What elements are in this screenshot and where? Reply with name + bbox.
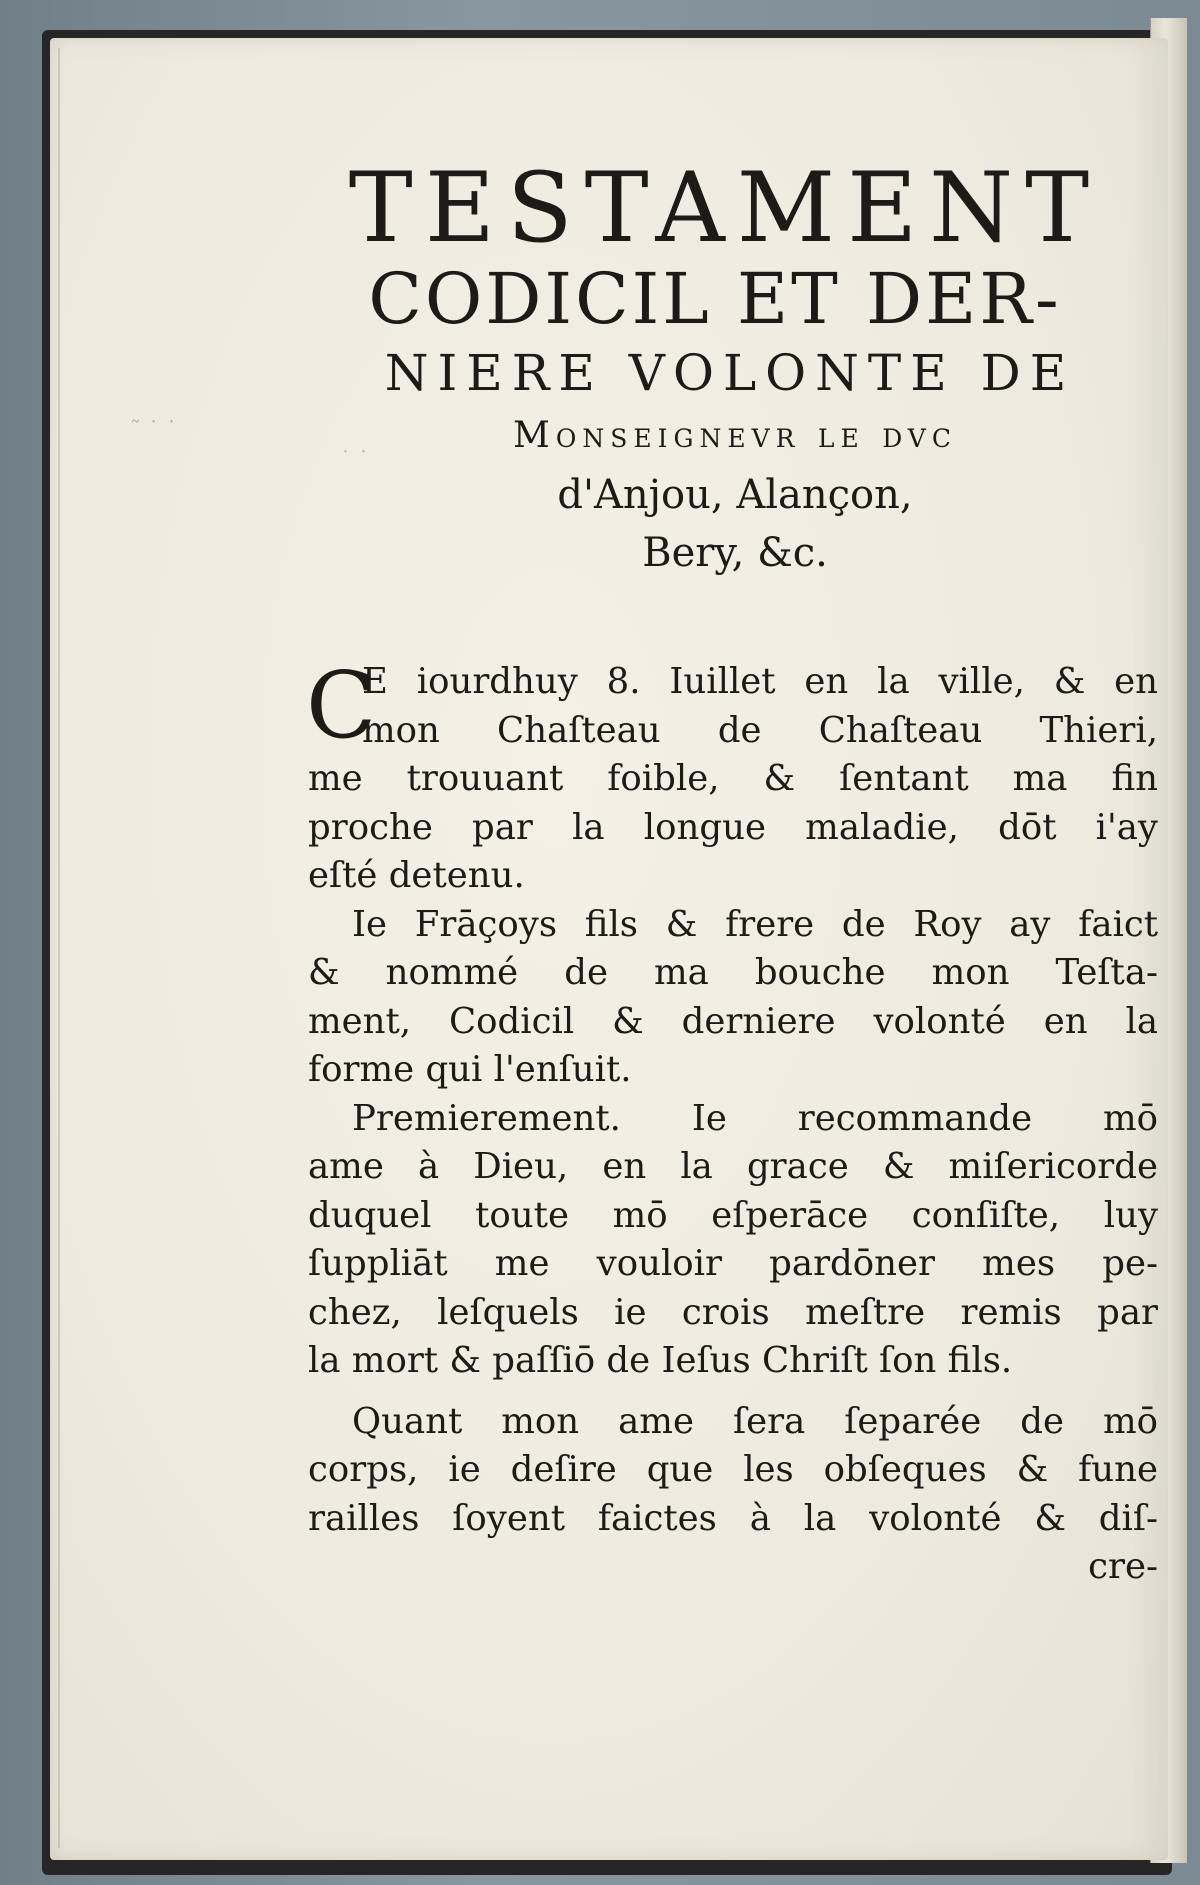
paragraph-2 bbox=[308, 901, 1158, 1095]
ink-smudge: ˜ ˙ ˙ bbox=[130, 418, 177, 443]
text-line: la mort & paſſiō de Ieſus Chriſt ſon fils. bbox=[308, 1340, 1013, 1381]
catchword: cre- bbox=[1088, 1546, 1158, 1587]
text-line: corps, ie deſire que les obſeques & fune bbox=[308, 1449, 1158, 1490]
title-line-4: Monseignevr le dvc bbox=[513, 415, 957, 456]
text-line: mon Chaſteau de Chaſteau Thieri, bbox=[362, 709, 1158, 751]
paragraph-1 bbox=[306, 652, 1158, 901]
text-line: proche par la longue maladie, dōt i'ay bbox=[308, 806, 1158, 848]
text-line: ame à Dieu, en la grace & miſericorde bbox=[308, 1146, 1158, 1187]
text-line: chez, leſquels ie crois meſtre remis par bbox=[308, 1291, 1158, 1333]
text-line: Quant mon ame ſera ſeparée de mō bbox=[352, 1400, 1158, 1442]
text-line: duquel toute mō eſperāce conſiſte, luy bbox=[308, 1194, 1158, 1236]
text-line: railles ſoyent faictes à la volonté & diſ- bbox=[308, 1497, 1158, 1539]
text-line: me trouuant foible, & ſentant ma fin bbox=[308, 758, 1158, 799]
title-block bbox=[280, 152, 1170, 582]
title-line-6: Bery, &c. bbox=[642, 530, 828, 576]
text-line: eſté detenu. bbox=[308, 855, 525, 896]
title-line-3: NIERE VOLONTE DE bbox=[384, 344, 1076, 402]
text-line: Ie Frāçoys fils & frere de Roy ay faict bbox=[352, 903, 1158, 945]
title-line-2: CODICIL ET DER- bbox=[368, 258, 1062, 340]
text-line: & nommé de ma bouche mon Teſta- bbox=[308, 952, 1158, 993]
title-line-1: TESTAMENT bbox=[348, 152, 1102, 264]
book-page bbox=[50, 38, 1168, 1860]
drop-cap: C bbox=[306, 652, 377, 759]
paragraph-4 bbox=[308, 1398, 1158, 1544]
text-line: ment, Codicil & derniere volonté en la bbox=[308, 1000, 1158, 1042]
title-line-5: d'Anjou, Alançon, bbox=[557, 472, 913, 518]
paragraph-3 bbox=[308, 1095, 1158, 1386]
paragraph-gap bbox=[308, 1386, 1158, 1398]
text-line: E iourdhuy 8. Iuillet en la ville, & en bbox=[362, 661, 1158, 702]
text-line: Premierement. Ie recommande mō bbox=[352, 1097, 1158, 1139]
text-line: forme qui l'enſuit. bbox=[308, 1049, 632, 1090]
text-line: ſuppliāt me vouloir pardōner mes pe- bbox=[308, 1243, 1158, 1284]
ink-smudge: ˙ ˙ bbox=[340, 448, 369, 473]
page-gutter-line bbox=[58, 48, 60, 1848]
body-text bbox=[306, 652, 1158, 1592]
